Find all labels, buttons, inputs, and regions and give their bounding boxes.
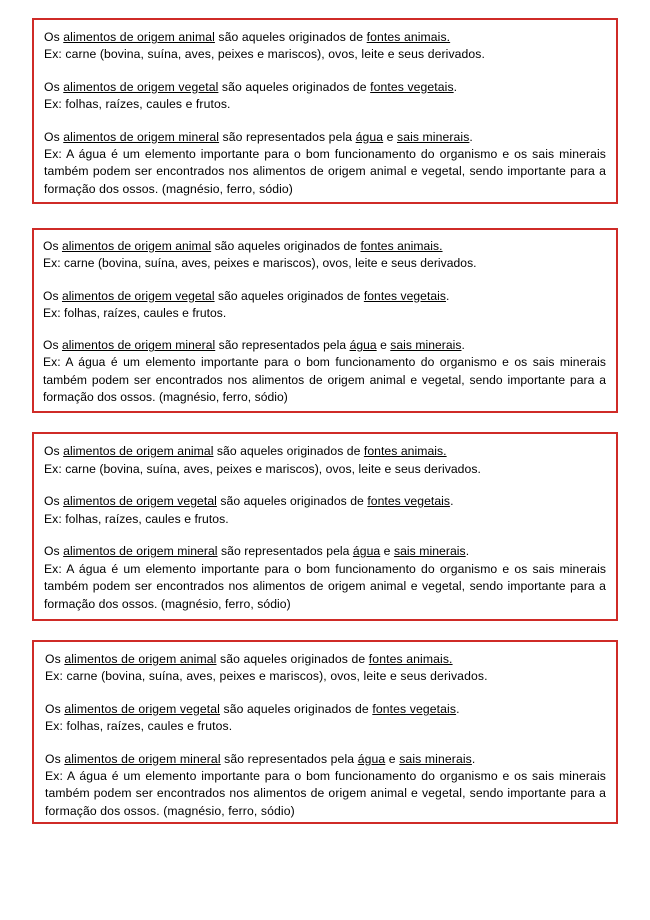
animal-lead-prefix: Os xyxy=(44,444,64,458)
note-box xyxy=(32,640,618,824)
animal-source-term: fontes animais. xyxy=(368,652,453,666)
vegetal-lead-middle: são aqueles originados de xyxy=(218,79,371,94)
paragraph-mineral xyxy=(44,129,610,199)
vegetal-source-term: fontes vegetais xyxy=(363,288,446,303)
mineral-conjunction: e xyxy=(376,338,391,353)
vegetal-lead-suffix: . xyxy=(445,288,450,303)
mineral-salts-term: sais minerais xyxy=(390,338,462,353)
paragraph-mineral xyxy=(45,751,610,821)
animal-lead-middle: são aqueles originados de xyxy=(211,239,361,253)
note-box-content xyxy=(34,642,616,822)
note-box-content xyxy=(34,230,616,411)
vegetal-lead-prefix: Os xyxy=(44,494,64,508)
paragraph-animal xyxy=(43,238,606,273)
animal-definition-line xyxy=(44,443,606,461)
mineral-lead-prefix: Os xyxy=(44,544,64,558)
vegetal-example-line: Ex: folhas, raízes, caules e frutos. xyxy=(44,511,229,526)
mineral-water-term: água xyxy=(355,129,384,144)
mineral-salts-term: sais minerais xyxy=(393,544,466,558)
note-box xyxy=(32,432,618,621)
animal-lead-middle: são aqueles originados de xyxy=(216,652,369,666)
vegetal-example-line: Ex: folhas, raízes, caules e frutos. xyxy=(45,719,233,734)
vegetal-definition-line xyxy=(44,79,606,96)
vegetal-source-term: fontes vegetais xyxy=(370,79,454,94)
animal-source-term: fontes animais. xyxy=(363,444,447,458)
vegetal-lead-prefix: Os xyxy=(45,701,65,716)
mineral-example-line: Ex: A água é um elemento importante para o bom funcionamento do organismo e os sais minerais também podem ser encontrados nos alimentos de origem animal e vegetal, sendo importante para a formação dos ossos. (magnésio, ferro, sódio) xyxy=(44,147,610,196)
mineral-term: alimentos de origem mineral xyxy=(64,751,221,766)
animal-example-line: Ex: carne (bovina, suína, aves, peixes e mariscos), ovos, leite e seus derivados. xyxy=(44,461,481,476)
vegetal-lead-prefix: Os xyxy=(43,288,62,303)
mineral-salts-term: sais minerais xyxy=(397,129,470,144)
paragraph-vegetal xyxy=(44,493,606,528)
paragraph-vegetal xyxy=(43,288,606,323)
animal-lead-middle: são aqueles originados de xyxy=(213,444,364,458)
mineral-salts-term: sais minerais xyxy=(399,751,472,766)
animal-lead-prefix: Os xyxy=(43,239,62,253)
vegetal-lead-middle: são aqueles originados de xyxy=(216,494,368,508)
paragraph-animal xyxy=(44,443,606,478)
animal-source-term: fontes animais. xyxy=(360,239,443,253)
mineral-conjunction: e xyxy=(383,129,397,144)
vegetal-definition-line xyxy=(44,493,606,511)
animal-definition-line xyxy=(45,651,606,668)
paragraph-animal xyxy=(45,651,606,686)
vegetal-term: alimentos de origem vegetal xyxy=(63,494,217,508)
mineral-lead-suffix: . xyxy=(461,338,465,353)
mineral-lead-prefix: Os xyxy=(43,338,62,353)
mineral-example-line: Ex: A água é um elemento importante para o bom funcionamento do organismo e os sais minerais também podem ser encontrados nos alimentos de origem animal e vegetal, sendo importante para a formação dos ossos. (magnésio, ferro, sódio) xyxy=(44,561,610,611)
animal-lead-prefix: Os xyxy=(44,30,64,44)
vegetal-lead-suffix: . xyxy=(453,79,458,94)
vegetal-definition-line xyxy=(43,288,606,305)
mineral-lead-middle: são representados pela xyxy=(220,751,358,766)
mineral-lead-suffix: . xyxy=(469,129,473,144)
note-box xyxy=(32,228,618,413)
vegetal-lead-suffix: . xyxy=(456,701,460,716)
animal-term: alimentos de origem animal xyxy=(61,239,212,253)
mineral-water-term: água xyxy=(349,338,377,353)
note-box-content xyxy=(34,20,616,202)
vegetal-example-line: Ex: folhas, raízes, caules e frutos. xyxy=(44,97,231,112)
mineral-lead-middle: são representados pela xyxy=(217,544,353,558)
mineral-lead-suffix: . xyxy=(465,544,470,558)
mineral-definition-line xyxy=(45,751,606,768)
vegetal-example-line: Ex: folhas, raízes, caules e frutos. xyxy=(43,305,227,320)
note-box-content xyxy=(34,434,616,619)
mineral-lead-prefix: Os xyxy=(44,129,64,144)
vegetal-lead-middle: são aqueles originados de xyxy=(214,288,364,303)
mineral-definition-line xyxy=(43,337,606,354)
vegetal-source-term: fontes vegetais xyxy=(367,494,451,508)
animal-definition-line xyxy=(44,29,606,46)
paragraph-vegetal xyxy=(45,701,606,736)
animal-example-line: Ex: carne (bovina, suína, aves, peixes e mariscos), ovos, leite e seus derivados. xyxy=(45,669,488,684)
vegetal-term: alimentos de origem vegetal xyxy=(63,79,219,94)
mineral-lead-middle: são representados pela xyxy=(215,338,350,353)
mineral-term: alimentos de origem mineral xyxy=(63,129,220,144)
animal-definition-line xyxy=(43,238,606,255)
vegetal-term: alimentos de origem vegetal xyxy=(64,701,220,716)
vegetal-lead-middle: são aqueles originados de xyxy=(220,701,373,716)
mineral-lead-middle: são representados pela xyxy=(219,129,356,144)
animal-lead-middle: são aqueles originados de xyxy=(214,30,367,44)
mineral-water-term: água xyxy=(352,544,381,558)
vegetal-lead-prefix: Os xyxy=(44,79,64,94)
vegetal-definition-line xyxy=(45,701,606,718)
vegetal-lead-suffix: . xyxy=(450,494,454,508)
mineral-term: alimentos de origem mineral xyxy=(63,544,218,558)
animal-source-term: fontes animais. xyxy=(366,30,451,44)
vegetal-source-term: fontes vegetais xyxy=(372,701,457,716)
mineral-example-line: Ex: A água é um elemento importante para o bom funcionamento do organismo e os sais minerais também podem ser encontrados nos alimentos de origem animal e vegetal, sendo importante para a formação dos ossos. (magnésio, ferro, sódio) xyxy=(45,769,610,818)
animal-term: alimentos de origem animal xyxy=(63,30,215,44)
paragraph-animal xyxy=(44,29,606,64)
mineral-lead-suffix: . xyxy=(471,751,476,766)
mineral-lead-prefix: Os xyxy=(45,751,65,766)
mineral-example-line: Ex: A água é um elemento importante para o bom funcionamento do organismo e os sais minerais também podem ser encontrados nos alimentos de origem animal e vegetal, sendo importante para a formação dos ossos. (magnésio, ferro, sódio) xyxy=(43,355,610,405)
animal-example-line: Ex: carne (bovina, suína, aves, peixes e mariscos), ovos, leite e seus derivados. xyxy=(43,256,477,271)
mineral-definition-line xyxy=(44,543,606,561)
animal-example-line: Ex: carne (bovina, suína, aves, peixes e mariscos), ovos, leite e seus derivados. xyxy=(44,47,485,62)
mineral-conjunction: e xyxy=(385,751,400,766)
mineral-term: alimentos de origem mineral xyxy=(61,338,216,353)
mineral-conjunction: e xyxy=(380,544,394,558)
animal-lead-prefix: Os xyxy=(45,652,65,666)
animal-term: alimentos de origem animal xyxy=(63,444,214,458)
mineral-definition-line xyxy=(44,129,606,146)
animal-term: alimentos de origem animal xyxy=(64,652,217,666)
note-box xyxy=(32,18,618,204)
paragraph-mineral xyxy=(43,337,610,406)
paragraph-mineral xyxy=(44,543,610,613)
paragraph-vegetal xyxy=(44,79,606,114)
mineral-water-term: água xyxy=(357,751,386,766)
vegetal-term: alimentos de origem vegetal xyxy=(61,288,215,303)
